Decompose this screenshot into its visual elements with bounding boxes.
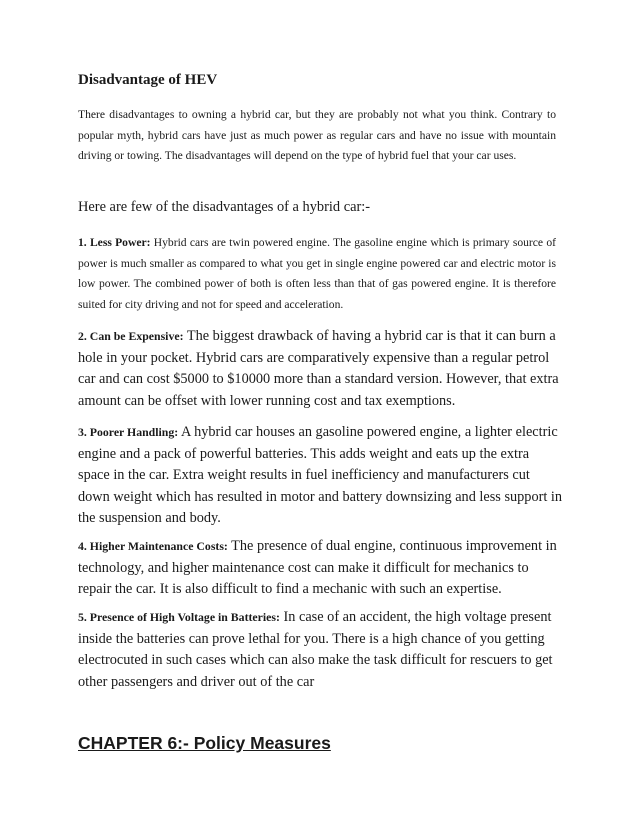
point-can-be-expensive [78,326,564,412]
point-text: A hybrid car houses an gasoline powered engine, a lighter electric engine and a pack of powerful batteries. This adds weight and eats up the extra space in the car. Extra weight results in fuel inefficiency and manufacturers cut down weight which has resulted in motor and battery downsizing and less support in the suspension and body. [78,424,563,526]
point-high-voltage-batteries [78,607,564,693]
point-text: The biggest drawback of having a hybrid car is that it can burn a hole in your pocket. Hybrid cars are comparatively expensive than a regular petrol car and can cost $5000 to $10000 more than a standard version. However, that extra amount can be offset with lower running cost and tax exemptions. [78,328,559,409]
point-text: Hybrid cars are twin powered engine. The gasoline engine which is primary source of power is much smaller as compared to what you get in single engine powered car and electric motor is low power. The combined power of both is often less than that of gas powered engine. It is therefore suited for city driving and not for speed and acceleration. [78,236,556,311]
point-text: The presence of dual engine, continuous improvement in technology, and higher maintenance cost can make it difficult for mechanics to repair the car. It is also difficult to find a mechanic with such an expertise. [78,538,557,597]
point-label: 2. Can be Expensive: [78,329,184,343]
point-less-power [78,233,556,315]
point-label: 5. Presence of High Voltage in Batteries: [78,610,280,624]
chapter-title: CHAPTER 6:- Policy Measures [78,733,331,753]
point-label: 4. Higher Maintenance Costs: [78,539,228,553]
point-label: 3. Poorer Handling: [78,425,179,439]
point-label: 1. Less Power: [78,236,151,249]
lead-sentence: Here are few of the disadvantages of a hybrid car:- [78,199,371,215]
point-higher-maintenance-costs [78,536,564,601]
point-poorer-handling [78,422,564,530]
intro-paragraph: There disadvantages to owning a hybrid car, but they are probably not what you think. Contrary to popular myth, hybrid cars have just as much power as regular cars and have no issue with mountain driving or towing. The disadvantages will depend on the type of hybrid fuel that your car uses. [78,108,556,162]
section-heading: Disadvantage of HEV [78,72,218,88]
point-text: In case of an accident, the high voltage present inside the batteries can prove lethal for you. There is a high chance of you getting electrocuted in such cases which can also make the task difficult for rescuers to get other passengers and driver out of the car [78,609,553,690]
